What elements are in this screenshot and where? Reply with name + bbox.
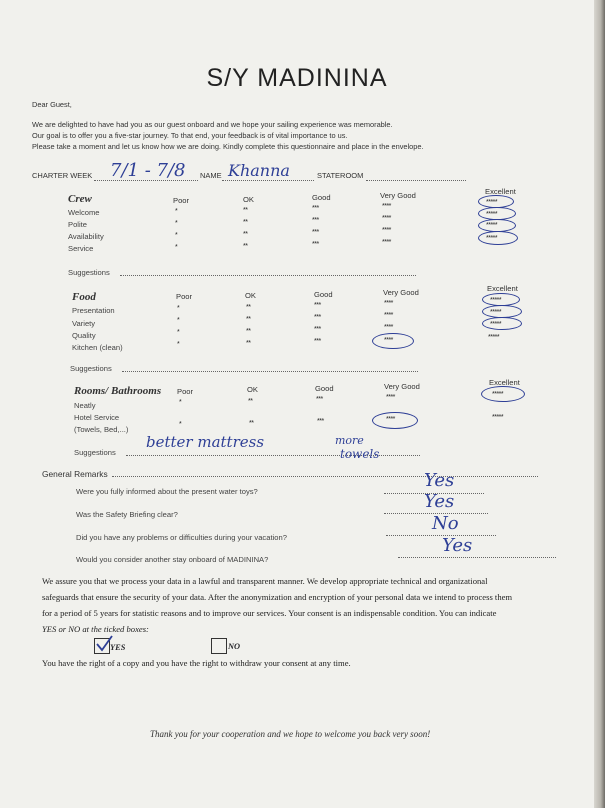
charter-week-value[interactable]: 7/1 - 7/8 bbox=[110, 160, 186, 181]
rating-star-good[interactable]: *** bbox=[316, 396, 323, 403]
answer-another-stay[interactable]: Yes bbox=[442, 535, 473, 556]
crew-item-welcome: Welcome bbox=[68, 208, 100, 217]
rating-star-very-good[interactable]: **** bbox=[382, 215, 391, 222]
crew-item-polite: Polite bbox=[68, 220, 87, 229]
rating-star-excellent[interactable]: ***** bbox=[492, 391, 504, 398]
rating-star-poor[interactable]: * bbox=[175, 220, 178, 227]
intro-line-2: Our goal is to offer you a five-star journey. To that end, your feedback is of vital importance to us. bbox=[32, 131, 348, 140]
question-another-stay: Would you consider another stay onboard of MADININA? bbox=[76, 555, 269, 564]
rating-star-very-good[interactable]: **** bbox=[382, 239, 391, 246]
crew-suggestions-line[interactable] bbox=[120, 275, 416, 276]
rating-star-good[interactable]: *** bbox=[314, 338, 321, 345]
rating-star-poor[interactable]: * bbox=[177, 341, 180, 348]
rating-star-good[interactable]: *** bbox=[314, 302, 321, 309]
consent-no-label: NO bbox=[228, 642, 241, 651]
food-suggestions-label: Suggestions bbox=[70, 364, 112, 373]
rating-star-very-good[interactable]: **** bbox=[384, 324, 393, 331]
rooms-suggestion-more[interactable]: more bbox=[335, 434, 364, 447]
name-line bbox=[222, 180, 314, 181]
intro-line-1: We are delighted to have had you as our guest onboard and we hope your sailing experience was memorable. bbox=[32, 120, 393, 129]
rooms-header-ok: OK bbox=[247, 385, 258, 394]
crew-title: Crew bbox=[68, 193, 92, 205]
rating-star-very-good[interactable]: **** bbox=[386, 416, 395, 423]
stateroom-line[interactable] bbox=[366, 180, 466, 181]
rooms-header-good: Good bbox=[315, 384, 334, 393]
rating-star-ok[interactable]: ** bbox=[243, 207, 248, 214]
rating-star-good[interactable]: *** bbox=[312, 241, 319, 248]
rating-star-poor[interactable]: * bbox=[175, 232, 178, 239]
rating-star-very-good[interactable]: **** bbox=[384, 337, 393, 344]
rating-star-excellent[interactable]: ***** bbox=[486, 199, 498, 206]
name-label: NAME bbox=[200, 171, 222, 180]
rating-star-excellent[interactable]: ***** bbox=[490, 321, 502, 328]
rating-star-good[interactable]: *** bbox=[317, 418, 324, 425]
consent-line-2: safeguards that ensure the security of your data. After the anonymization and encryption of your personal data we intend to process them bbox=[42, 592, 513, 602]
rating-star-ok[interactable]: ** bbox=[243, 231, 248, 238]
rating-star-poor[interactable]: * bbox=[175, 208, 178, 215]
consent-no-checkbox[interactable] bbox=[211, 638, 227, 654]
rating-star-good[interactable]: *** bbox=[312, 217, 319, 224]
consent-line-4: YES or NO at the ticked boxes: bbox=[42, 624, 149, 634]
crew-header-good: Good bbox=[312, 193, 331, 202]
ink-circle-mark bbox=[372, 412, 418, 429]
rating-star-good[interactable]: *** bbox=[312, 229, 319, 236]
answer-problems[interactable]: No bbox=[432, 513, 459, 534]
rating-star-ok[interactable]: ** bbox=[246, 328, 251, 335]
question-water-toys: Were you fully informed about the present water toys? bbox=[76, 487, 258, 496]
rating-star-poor[interactable]: * bbox=[179, 421, 182, 428]
answer-line bbox=[386, 535, 496, 536]
rating-star-excellent[interactable]: ***** bbox=[490, 309, 502, 316]
food-header-very-good: Very Good bbox=[383, 288, 419, 297]
rating-star-poor[interactable]: * bbox=[177, 305, 180, 312]
rooms-suggestions-label: Suggestions bbox=[74, 448, 116, 457]
rooms-item-towels-bed: (Towels, Bed,...) bbox=[74, 425, 129, 434]
intro-line-3: Please take a moment and let us know how we are doing. Kindly complete this questionnaire and place in the envelope. bbox=[32, 142, 424, 151]
food-title: Food bbox=[72, 291, 96, 303]
ink-circle-mark bbox=[372, 333, 414, 349]
consent-yes-checkbox[interactable] bbox=[94, 638, 110, 654]
crew-item-availability: Availability bbox=[68, 232, 104, 241]
consent-withdraw-text: You have the right of a copy and you have the right to withdraw your consent at any time. bbox=[42, 658, 351, 668]
ink-circle-mark bbox=[478, 231, 518, 245]
rating-star-good[interactable]: *** bbox=[312, 205, 319, 212]
food-header-ok: OK bbox=[245, 291, 256, 300]
rating-star-excellent[interactable]: ***** bbox=[490, 297, 502, 304]
rating-star-excellent[interactable]: ***** bbox=[488, 334, 500, 341]
answer-water-toys[interactable]: Yes bbox=[424, 470, 455, 491]
rating-star-ok[interactable]: ** bbox=[246, 304, 251, 311]
crew-header-very-good: Very Good bbox=[380, 191, 416, 200]
greeting: Dear Guest, bbox=[32, 100, 72, 109]
rooms-suggestion-towels[interactable]: towels bbox=[340, 447, 380, 461]
rating-star-ok[interactable]: ** bbox=[246, 316, 251, 323]
food-suggestions-line[interactable] bbox=[122, 371, 418, 372]
rooms-title: Rooms/ Bathrooms bbox=[74, 385, 162, 397]
rooms-item-neatly: Neatly bbox=[74, 401, 96, 410]
rating-star-poor[interactable]: * bbox=[177, 317, 180, 324]
general-remarks-label: General Remarks bbox=[42, 469, 108, 479]
rating-star-excellent[interactable]: ***** bbox=[486, 235, 498, 242]
question-safety-briefing: Was the Safety Briefing clear? bbox=[76, 510, 178, 519]
food-item-quality: Quality bbox=[72, 331, 96, 340]
rating-star-poor[interactable]: * bbox=[179, 399, 182, 406]
ink-circle-mark bbox=[481, 386, 525, 402]
food-header-poor: Poor bbox=[176, 292, 193, 301]
food-item-variety: Variety bbox=[72, 319, 96, 328]
rating-star-very-good[interactable]: **** bbox=[386, 394, 395, 401]
rooms-header-poor: Poor bbox=[177, 387, 194, 396]
ink-circle-mark bbox=[482, 317, 522, 330]
thank-you-footer: Thank you for your cooperation and we hope to welcome you back very soon! bbox=[150, 729, 431, 739]
rating-star-ok[interactable]: ** bbox=[248, 398, 253, 405]
rating-star-very-good[interactable]: **** bbox=[382, 203, 391, 210]
rooms-item-hotel-service: Hotel Service bbox=[74, 413, 120, 422]
stateroom-label: STATEROOM bbox=[317, 171, 364, 180]
name-value[interactable]: Khanna bbox=[228, 161, 290, 180]
rating-star-poor[interactable]: * bbox=[177, 329, 180, 336]
rooms-suggestion-text[interactable]: better mattress bbox=[146, 433, 265, 451]
answer-safety-briefing[interactable]: Yes bbox=[424, 491, 455, 512]
rating-star-very-good[interactable]: **** bbox=[384, 312, 393, 319]
food-item-kitchen: Kitchen (clean) bbox=[72, 343, 123, 352]
rating-star-very-good[interactable]: **** bbox=[382, 227, 391, 234]
rooms-header-very-good: Very Good bbox=[384, 382, 420, 391]
crew-header-ok: OK bbox=[243, 195, 254, 204]
rating-star-excellent[interactable]: ***** bbox=[486, 222, 498, 229]
rooms-header-excellent: Excellent bbox=[489, 378, 520, 387]
rating-star-good[interactable]: *** bbox=[314, 326, 321, 333]
rating-star-good[interactable]: *** bbox=[314, 314, 321, 321]
rating-star-ok[interactable]: ** bbox=[243, 219, 248, 226]
rating-star-ok[interactable]: ** bbox=[243, 243, 248, 250]
crew-suggestions-label: Suggestions bbox=[68, 268, 110, 277]
form-title: S/Y MADININA bbox=[206, 64, 388, 92]
consent-line-1: We assure you that we process your data in a lawful and transparent manner. We develop appropriate technical and organizational bbox=[42, 576, 488, 586]
consent-yes-label: YES bbox=[110, 643, 126, 652]
crew-item-service: Service bbox=[68, 244, 94, 253]
rating-star-ok[interactable]: ** bbox=[249, 420, 254, 427]
page-edge-shadow bbox=[594, 0, 605, 808]
answer-line bbox=[398, 557, 556, 558]
rating-star-excellent[interactable]: ***** bbox=[486, 211, 498, 218]
general-remarks-line[interactable] bbox=[112, 476, 538, 477]
food-header-excellent: Excellent bbox=[487, 284, 518, 293]
food-header-good: Good bbox=[314, 290, 333, 299]
question-problems: Did you have any problems or difficulties during your vacation? bbox=[76, 533, 287, 542]
rating-star-poor[interactable]: * bbox=[175, 244, 178, 251]
charter-week-label: CHARTER WEEK bbox=[32, 171, 93, 180]
rating-star-very-good[interactable]: **** bbox=[384, 300, 393, 307]
rating-star-excellent[interactable]: ***** bbox=[492, 414, 504, 421]
consent-line-3: for a period of 5 years for statistic reasons and to improve our services. Your consent is an indispensable condition. You can indicate bbox=[42, 608, 497, 618]
food-item-presentation: Presentation bbox=[72, 306, 115, 315]
crew-header-poor: Poor bbox=[173, 196, 190, 205]
rating-star-ok[interactable]: ** bbox=[246, 340, 251, 347]
crew-header-excellent: Excellent bbox=[485, 187, 516, 196]
